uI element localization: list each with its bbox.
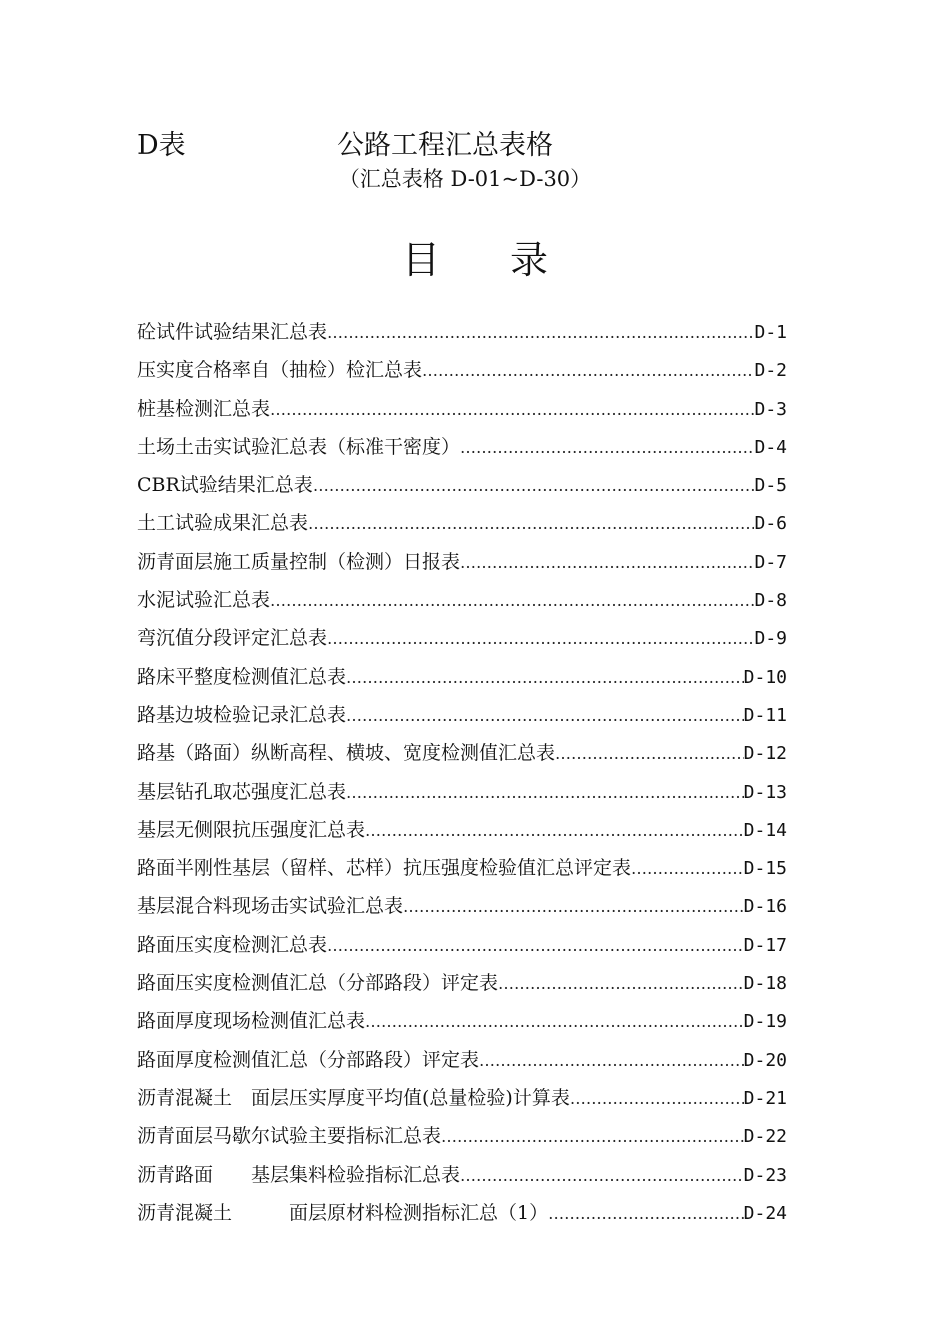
toc-dot-leader (555, 735, 744, 772)
toc-entry[interactable] (137, 1079, 787, 1117)
toc-entry[interactable] (137, 964, 787, 1002)
toc-entry-title: 基层无侧限抗压强度汇总表 (137, 818, 366, 841)
toc-entry-page: D-16 (743, 896, 787, 918)
toc-entry-page: D-4 (754, 436, 787, 458)
toc-entry-page: D-9 (754, 628, 787, 650)
toc-dot-leader (403, 888, 744, 925)
toc-dot-leader (422, 352, 754, 389)
toc-dot-leader (441, 1118, 744, 1155)
toc-entry-page: D-7 (754, 551, 787, 573)
toc-entry-title: 基层钻孔取芯强度汇总表 (137, 780, 347, 803)
toc-dot-leader (327, 927, 744, 964)
toc-dot-leader (460, 429, 754, 466)
toc-entry[interactable] (137, 466, 787, 504)
toc-heading: 目录 (401, 238, 618, 282)
toc-entry[interactable] (137, 428, 787, 466)
toc-entry-page: D-13 (743, 781, 787, 803)
toc-entry-page: D-21 (743, 1087, 787, 1109)
toc-entry-page: D-11 (743, 704, 787, 726)
toc-entry-title: 沥青混凝土 面层原材料检测指标汇总（1） (137, 1201, 549, 1224)
toc-dot-leader (270, 391, 754, 428)
toc-entry-page: D-20 (743, 1049, 787, 1071)
table-code: D表 (137, 130, 186, 161)
toc-entry[interactable] (137, 351, 787, 389)
subtitle-text: （汇总表格 D-01~D-30） (338, 167, 592, 191)
toc-entry[interactable] (137, 887, 787, 925)
toc-entry[interactable] (137, 658, 787, 696)
toc-entry-title: 压实度合格率自（抽检）检汇总表 (137, 359, 423, 382)
toc-entry-page: D-6 (754, 513, 787, 535)
toc-entry[interactable] (137, 926, 787, 964)
toc-entry-page: D-5 (754, 475, 787, 497)
toc-entry-title: 水泥试验汇总表 (137, 589, 271, 612)
toc-entry-title: 路床平整度检测值汇总表 (137, 665, 347, 688)
toc-dot-leader (479, 1042, 744, 1079)
toc-entry-title: 路基边坡检验记录汇总表 (137, 703, 347, 726)
toc-entry-title: 基层混合料现场击实试验汇总表 (137, 895, 404, 918)
toc-entry-title: 土工试验成果汇总表 (137, 512, 309, 535)
toc-dot-leader (308, 505, 754, 542)
toc-entry-title: 沥青路面 基层集料检验指标汇总表 (137, 1163, 461, 1186)
toc-entry-title: 沥青混凝土 面层压实厚度平均值(总量检验)计算表 (137, 1086, 570, 1109)
toc-entry[interactable] (137, 849, 787, 887)
toc-entry[interactable] (137, 1117, 787, 1155)
toc-entry-page: D-23 (743, 1164, 787, 1186)
table-of-contents (137, 313, 787, 1232)
toc-entry-page: D-12 (743, 743, 787, 765)
toc-dot-leader (270, 582, 754, 619)
toc-entry-page: D-17 (743, 934, 787, 956)
toc-entry-title: 沥青面层马歇尔试验主要指标汇总表 (137, 1125, 442, 1148)
toc-entry[interactable] (137, 734, 787, 772)
toc-entry-title: 砼试件试验结果汇总表 (137, 321, 328, 343)
toc-entry-title: 沥青面层施工质量控制（检测）日报表 (137, 550, 461, 573)
toc-entry-page: D-19 (743, 1011, 787, 1033)
toc-entry-title: CBR试验结果汇总表 (137, 474, 313, 497)
toc-entry-title: 路面压实度检测汇总表 (137, 933, 328, 956)
toc-entry[interactable] (137, 811, 787, 849)
toc-entry[interactable] (137, 504, 787, 542)
document-title: 公路工程汇总表格 (337, 130, 553, 161)
toc-entry-page: D-18 (743, 973, 787, 995)
toc-entry[interactable] (137, 390, 787, 428)
toc-dot-leader (327, 620, 754, 657)
toc-dot-leader (346, 774, 744, 811)
toc-entry[interactable] (137, 773, 787, 811)
toc-dot-leader (327, 314, 754, 351)
toc-entry[interactable] (137, 1041, 787, 1079)
toc-entry[interactable] (137, 1156, 787, 1194)
toc-entry-page: D-14 (743, 819, 787, 841)
toc-dot-leader (365, 812, 744, 849)
toc-dot-leader (365, 1003, 744, 1040)
toc-entry[interactable] (137, 543, 787, 581)
toc-entry-page: D-24 (743, 1202, 787, 1224)
toc-entry-title: 桩基检测汇总表 (137, 397, 271, 420)
toc-entry-page: D-2 (754, 360, 787, 382)
toc-entry[interactable] (137, 696, 787, 734)
toc-entry-page: D-3 (754, 398, 787, 420)
header-line (137, 128, 837, 164)
toc-dot-leader (548, 1195, 744, 1232)
document-subtitle (0, 164, 950, 194)
toc-entry-title: 弯沉值分段评定汇总表 (137, 627, 328, 650)
toc-entry-title: 路面压实度检测值汇总（分部路段）评定表 (137, 972, 499, 995)
toc-entry-title: 路面厚度检测值汇总（分部路段）评定表 (137, 1048, 480, 1071)
toc-entry[interactable] (137, 581, 787, 619)
toc-dot-leader (346, 697, 744, 734)
toc-dot-leader (570, 1080, 744, 1117)
toc-dot-leader (460, 1157, 744, 1194)
toc-dot-leader (460, 544, 754, 581)
toc-entry[interactable] (137, 619, 787, 657)
toc-entry-page: D-10 (743, 666, 787, 688)
toc-entry-page: D-22 (743, 1126, 787, 1148)
toc-dot-leader (498, 965, 744, 1002)
toc-dot-leader (631, 850, 744, 887)
toc-entry-title: 路基（路面）纵断高程、横坡、宽度检测值汇总表 (137, 742, 556, 765)
toc-dot-leader (313, 467, 755, 504)
toc-dot-leader (346, 659, 744, 696)
toc-entry-title: 土场土击实试验汇总表（标准干密度） (137, 435, 461, 458)
toc-entry-title: 路面厚度现场检测值汇总表 (137, 1010, 366, 1033)
toc-entry[interactable] (137, 1194, 787, 1232)
toc-entry-title: 路面半刚性基层（留样、芯样）抗压强度检验值汇总评定表 (137, 857, 632, 880)
toc-entry[interactable] (137, 313, 787, 351)
toc-entry-page: D-1 (754, 322, 787, 343)
toc-entry-page: D-15 (743, 858, 787, 880)
toc-entry-page: D-8 (754, 590, 787, 612)
toc-entry[interactable] (137, 1002, 787, 1040)
